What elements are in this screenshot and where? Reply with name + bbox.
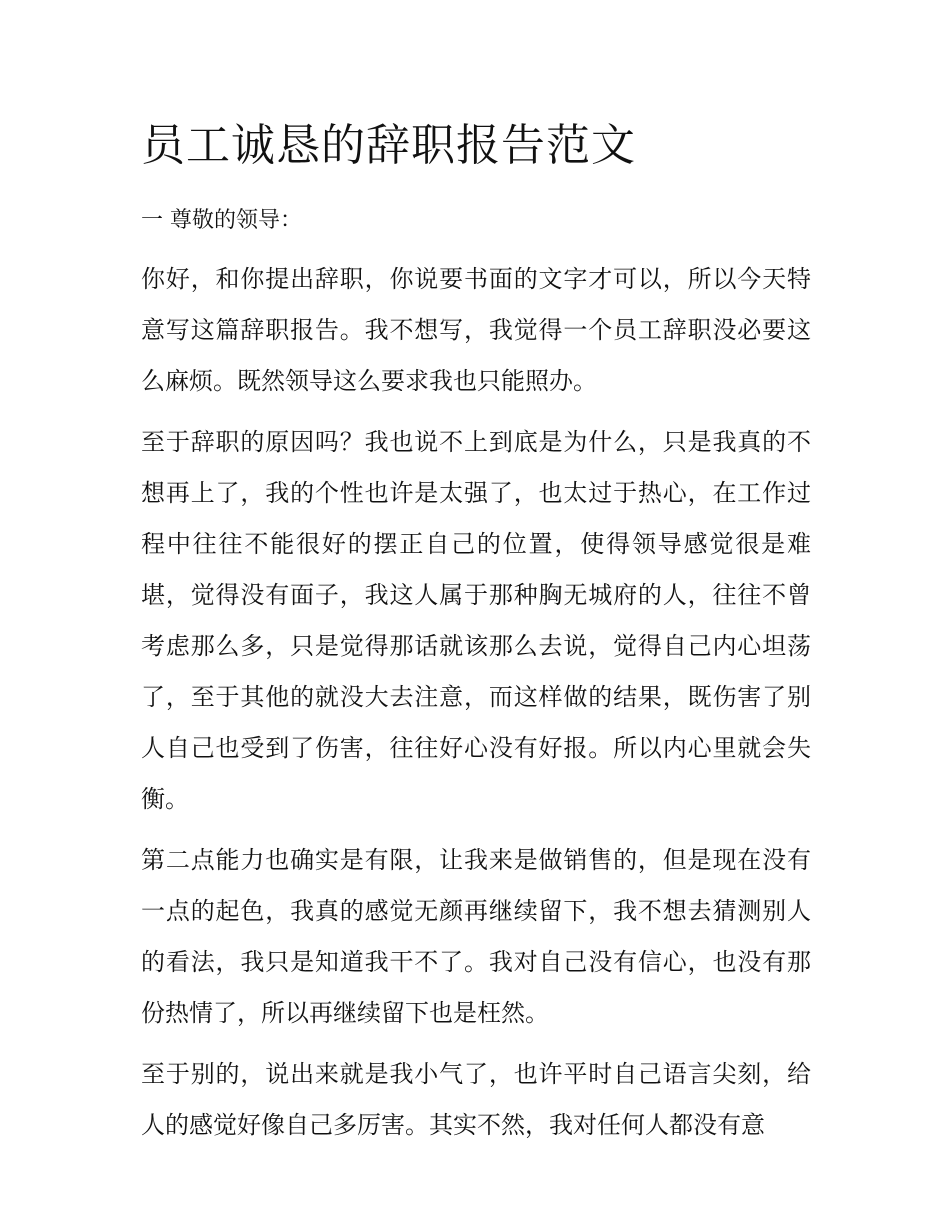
paragraph-1: 你好，和你提出辞职，你说要书面的文字才可以，所以今天特意写这篇辞职报告。我不想写，我觉得一个员工辞职没必要这么麻烦。既然领导这么要求我也只能照办。 (141, 265, 811, 395)
paragraph-2: 至于辞职的原因吗？我也说不上到底是为什么，只是我真的不想再上了，我的个性也许是太强了，也太过于热心，在工作过程中往往不能很好的摆正自己的位置，使得领导感觉很是难堪，觉得没有面子，我这人属于那种胸无城府的人，往往不曾考虑那么多，只是觉得那话就该那么去说，觉得自己内心坦荡了，至于其他的就没大去注意，而这样做的结果，既伤害了别人自己也受到了伤害，往往好心没有好报。所以内心里就会失衡。 (141, 428, 811, 813)
document-body (141, 198, 811, 1161)
paragraph-3: 第二点能力也确实是有限，让我来是做销售的，但是现在没有一点的起色，我真的感觉无颜再继续留下，我不想去猜测别人的看法，我只是知道我干不了。我对自己没有信心，也没有那份热情了，所以再继续留下也是枉然。 (141, 846, 811, 1027)
paragraph-4: 至于别的，说出来就是我小气了，也许平时自己语言尖刻，给人的感觉好像自己多厉害。其实不然，我对任何人都没有意 (141, 1060, 811, 1139)
greeting-line: 一 尊敬的领导： (141, 208, 302, 233)
document-title: 员工诚恳的辞职报告范文 (141, 120, 636, 171)
